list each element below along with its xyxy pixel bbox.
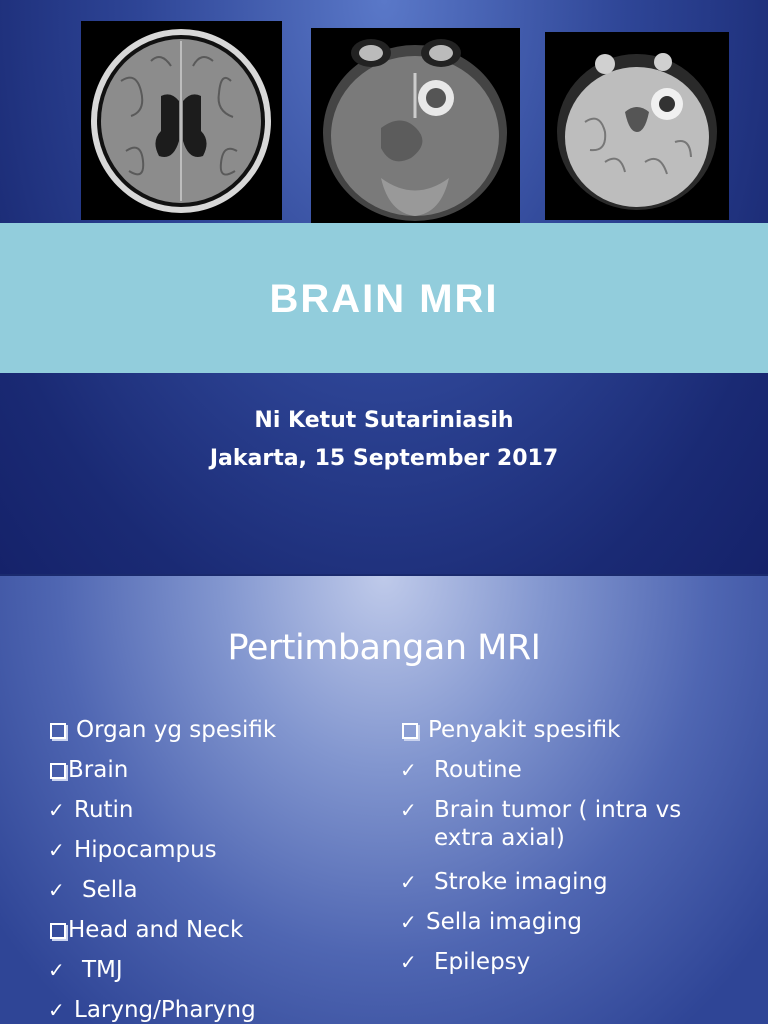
list-item-label: Brain tumor ( intra vs extra axial): [434, 797, 682, 851]
checkmark-icon: ✓: [400, 870, 417, 894]
list-item-label: Rutin: [74, 797, 134, 823]
slide-title: BRAIN MRI: [269, 276, 499, 321]
list-item: [400, 716, 730, 756]
checkmark-icon: ✓: [400, 950, 417, 974]
list-item: [400, 796, 730, 868]
list-item: [48, 916, 378, 956]
list-item: [48, 836, 378, 876]
list-item-label: Stroke imaging: [434, 869, 608, 895]
checkmark-icon: ✓: [400, 758, 417, 782]
list-item: [48, 716, 378, 756]
list-item-label: Laryng/Pharyng: [74, 997, 256, 1023]
mri-axial-orbit-lesion-image: [311, 28, 520, 225]
checkmark-icon: ✓: [48, 998, 65, 1022]
list-item-label: Penyakit spesifik: [428, 717, 621, 743]
list-item-label: Sella imaging: [426, 909, 582, 935]
checkbox-bullet-icon: [50, 763, 66, 779]
list-item-label: Brain: [68, 757, 129, 783]
place-date: Jakarta, 15 September 2017: [209, 446, 559, 471]
list-item: [48, 796, 378, 836]
list-item-label: Sella: [82, 877, 138, 903]
mri-axial-ventricles-image: [81, 21, 282, 220]
list-item-label: Routine: [434, 757, 522, 783]
list-item: [48, 956, 378, 996]
list-item: [400, 756, 730, 796]
checkbox-bullet-icon: [50, 923, 66, 939]
list-item: [48, 876, 378, 916]
checkbox-bullet-icon: [50, 723, 66, 739]
author-name: Ni Ketut Sutariniasih: [254, 408, 514, 433]
checkmark-icon: ✓: [48, 838, 65, 862]
checkbox-bullet-icon: [402, 723, 418, 739]
list-item-label: TMJ: [82, 957, 123, 983]
list-item: [48, 756, 378, 796]
checkmark-icon: ✓: [400, 798, 417, 822]
list-item: [400, 908, 730, 948]
list-item-label: Epilepsy: [434, 949, 531, 975]
slide-heading: Pertimbangan MRI: [227, 628, 541, 668]
right-bullet-list: [400, 716, 730, 988]
list-item: [400, 948, 730, 988]
list-item-label: Hipocampus: [74, 837, 217, 863]
checkmark-icon: ✓: [48, 878, 65, 902]
list-item-label: Organ yg spesifik: [76, 717, 277, 743]
left-bullet-list: [48, 716, 378, 1024]
list-item: [400, 868, 730, 908]
title-band: [0, 223, 768, 373]
checkmark-icon: ✓: [48, 798, 65, 822]
content-slide: [0, 576, 768, 1024]
checkmark-icon: ✓: [48, 958, 65, 982]
mri-posterior-fossa-image: [545, 32, 729, 220]
checkmark-icon: ✓: [400, 910, 417, 934]
list-item-label: Head and Neck: [68, 917, 244, 943]
subtitle-block: [0, 402, 768, 478]
list-item: [48, 996, 378, 1024]
